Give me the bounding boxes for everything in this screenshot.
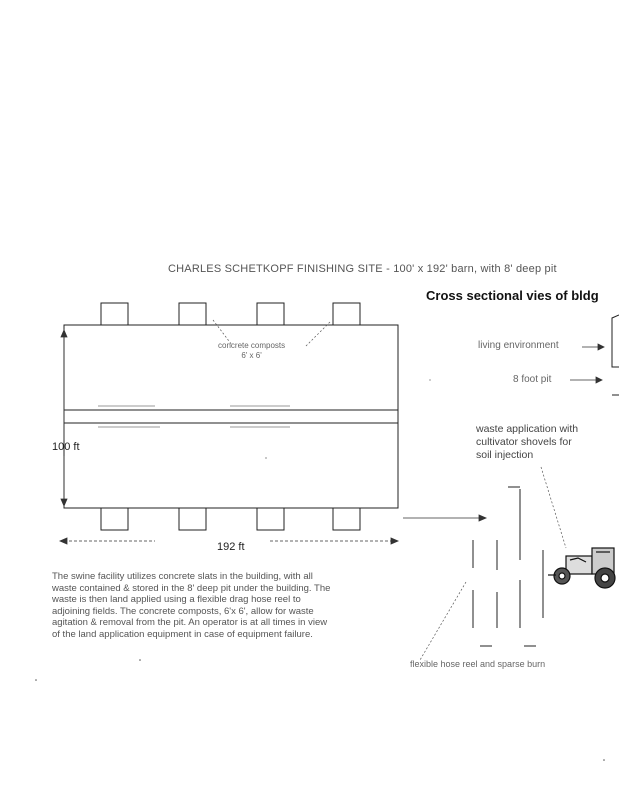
description-line-5: agitation & removal from the pit. An operator is at all times in view: [52, 617, 328, 629]
compost-bottom-4: [333, 508, 360, 530]
description-line-1: The swine facility utilizes concrete slats in the building, with all: [52, 571, 313, 582]
description-line-6: of the land application equipment in case of equipment failure.: [52, 628, 313, 640]
description-line-4: adjoining fields. The concrete composts, 6'x 6', allow for waste: [52, 605, 314, 617]
width-dimension-label: 100 ft: [52, 441, 80, 453]
compost-label: [218, 341, 285, 361]
compost-top-2: [179, 303, 206, 325]
tractor-icon: [548, 548, 615, 588]
waste-application-label: [476, 423, 616, 462]
facility-description: [52, 571, 360, 641]
compost-label-line-2: 6' x 6': [241, 351, 262, 360]
compost-top-1: [101, 303, 128, 325]
living-environment-label: living environment: [478, 340, 559, 351]
waste-application-line-3: soil injection: [476, 449, 534, 461]
compost-bottom-1: [101, 508, 128, 530]
compost-top-3: [257, 303, 284, 325]
length-dimension-label: 192 ft: [217, 541, 245, 553]
compost-bottom-2: [179, 508, 206, 530]
description-line-2: waste contained & stored in the 8' deep pit under the building. The: [52, 582, 331, 594]
compost-leader-right: [305, 322, 330, 347]
description-line-3: waste is then land applied using a flexible drag hose reel to: [52, 594, 301, 606]
waste-application-line-2: cultivator shovels for: [476, 436, 572, 448]
compost-top-4: [333, 303, 360, 325]
compost-label-line-1: concrete composts: [218, 341, 286, 350]
applicator-leader: [541, 467, 566, 548]
pit-label: 8 foot pit: [513, 374, 552, 385]
hose-reel-label: flexible hose reel and sparse burn: [410, 659, 546, 669]
hose-leader: [420, 582, 466, 660]
cross-section-wall: [612, 315, 619, 367]
waste-application-line-1: waste application with: [476, 423, 579, 435]
cross-section-title: Cross sectional vies of bldg: [426, 288, 599, 303]
compost-bottom-3: [257, 508, 284, 530]
page-title: CHARLES SCHETKOPF FINISHING SITE - 100' x 192' barn, with 8' deep pit: [168, 263, 557, 275]
